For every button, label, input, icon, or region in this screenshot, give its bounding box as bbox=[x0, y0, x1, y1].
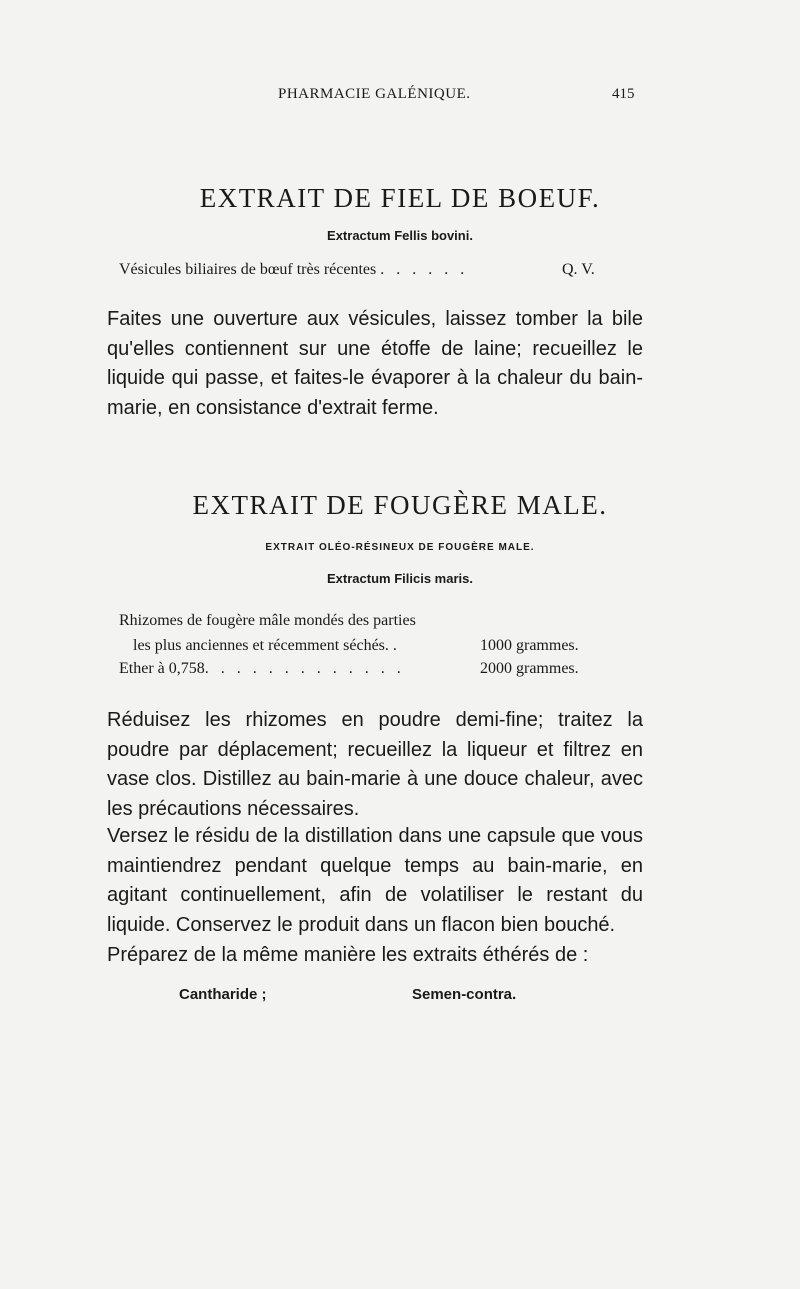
paragraph-fiel-instructions: Faites une ouverture aux vésicules, laissez tomber la bile qu'elles contiennent sur une étoffe de laine; recueillez le liquide qui passe, et faites-le évaporer à la chaleur du bain-marie, en consistance d'extrait ferme. bbox=[107, 308, 643, 419]
running-head: PHARMACIE GALÉNIQUE. bbox=[278, 86, 471, 102]
dot-leader: . . . . . . . . . . . . . bbox=[204, 660, 405, 677]
latin-name-fellis-bovini: Extractum Fellis bovini. bbox=[327, 228, 473, 243]
ingredient-rhizomes-quantity: 1000 grammes. bbox=[480, 637, 579, 654]
ingredient-ether bbox=[119, 660, 405, 678]
ingredient-vesicules bbox=[119, 261, 468, 279]
extract-item-semen-contra: Semen-contra. bbox=[412, 986, 517, 1003]
ingredient-name: Ether à 0,758 bbox=[119, 660, 205, 677]
page-number: 415 bbox=[612, 86, 635, 102]
ingredient-rhizomes-line2: les plus anciennes et récemment séchés. . bbox=[133, 637, 397, 654]
paragraph-versez: Versez le résidu de la distillation dans une capsule que vous maintiendrez pendant quelque temps au bain-marie, en agitant continuellement, afin de volatiliser le restant du liquide. Conservez le produit dans un flacon bien bouché. bbox=[107, 825, 643, 936]
section-title-fougere-male: EXTRAIT DE FOUGÈRE MALE. bbox=[192, 490, 608, 520]
ingredient-name: Vésicules biliaires de bœuf très récentes bbox=[119, 261, 377, 278]
subtitle-oleo-resineux: EXTRAIT OLÉO-RÉSINEUX DE FOUGÈRE MALE. bbox=[265, 542, 535, 553]
latin-name-filicis-maris: Extractum Filicis maris. bbox=[327, 571, 473, 586]
dot-leader: . . . . . . bbox=[380, 261, 469, 278]
extract-item-cantharide: Cantharide ; bbox=[179, 986, 267, 1003]
paragraph-preparez: Préparez de la même manière les extraits éthérés de : bbox=[107, 944, 589, 966]
section-title-fiel-de-boeuf: EXTRAIT DE FIEL DE BOEUF. bbox=[199, 183, 601, 213]
ingredient-quantity: Q. V. bbox=[562, 261, 595, 278]
ingredient-ether-quantity: 2000 grammes. bbox=[480, 660, 579, 677]
paragraph-reduisez: Réduisez les rhizomes en poudre demi-fine; traitez la poudre par déplacement; recueillez la liqueur et filtrez en vase clos. Distillez au bain-marie à une douce chaleur, avec les précautions nécessaires. bbox=[107, 709, 643, 820]
ingredient-rhizomes-line1: Rhizomes de fougère mâle mondés des parties bbox=[119, 612, 416, 629]
